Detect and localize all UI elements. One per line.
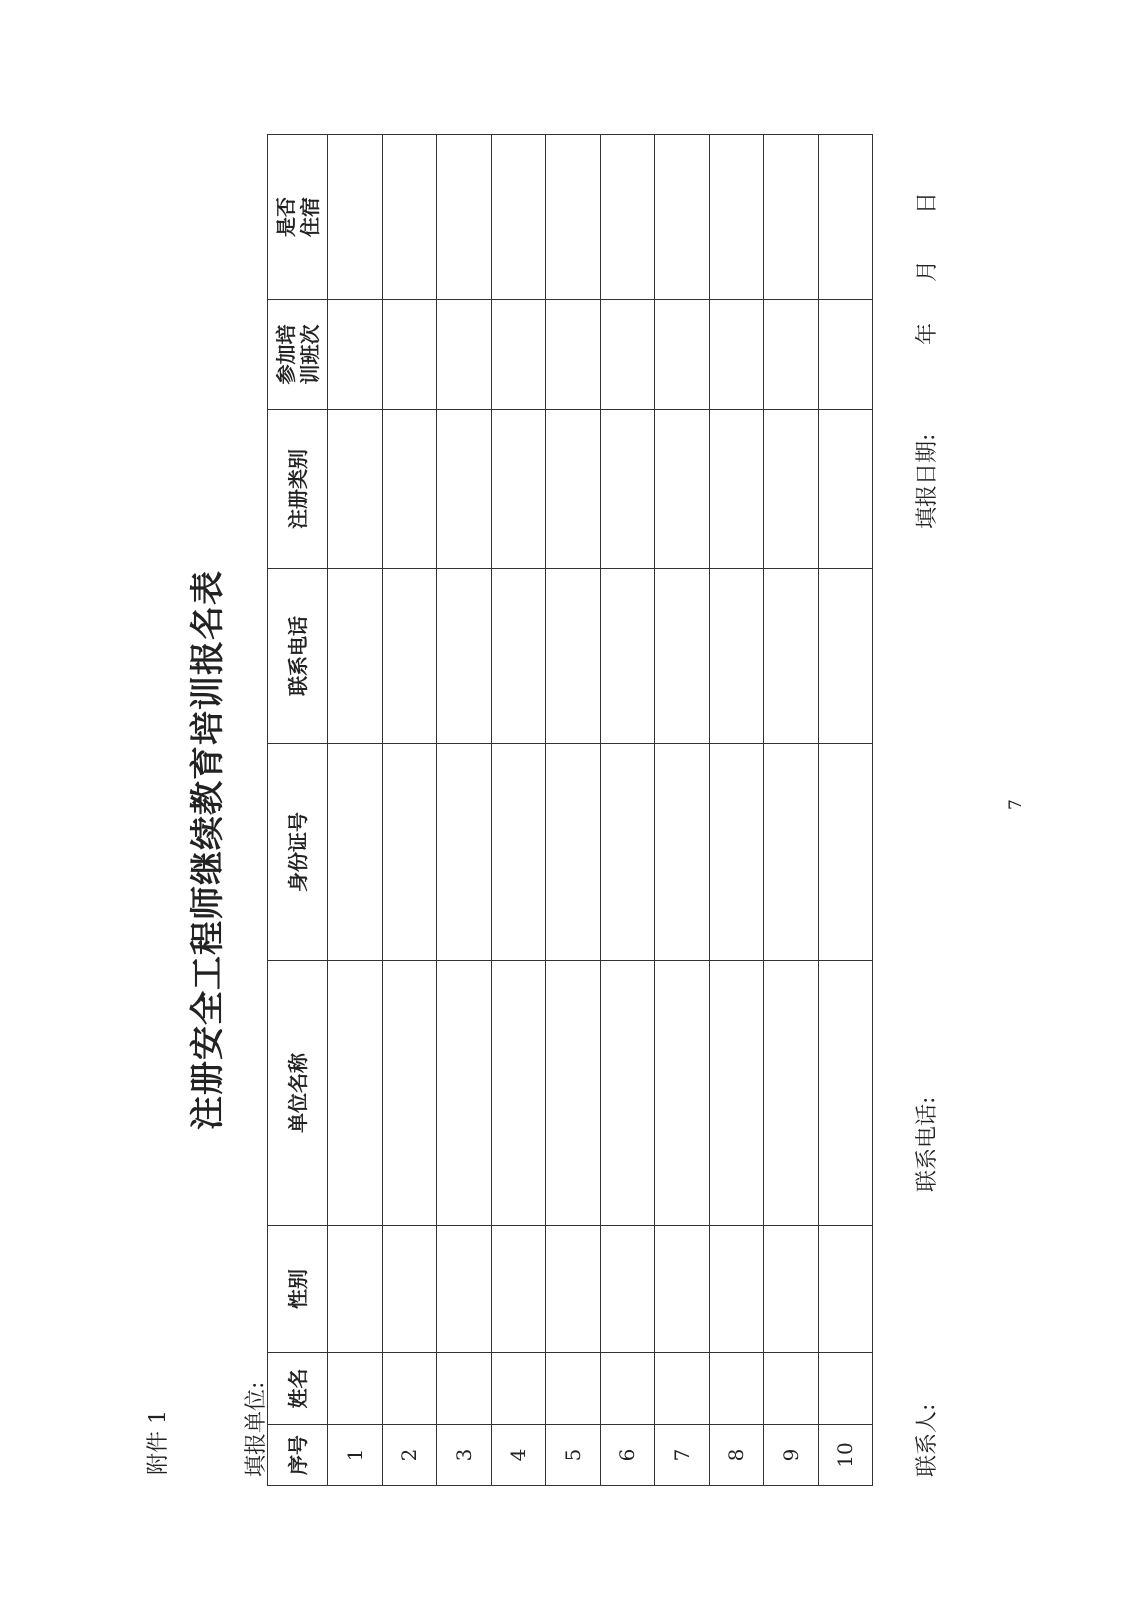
header-training-class <box>268 300 328 410</box>
cell-gender[interactable] <box>655 1226 710 1353</box>
cell-gender[interactable] <box>764 1226 819 1353</box>
cell-phone[interactable] <box>764 569 819 744</box>
cell-phone[interactable] <box>382 569 437 744</box>
cell-phone[interactable] <box>655 569 710 744</box>
page-number: 7 <box>1006 799 1026 810</box>
cell-lodging[interactable] <box>764 135 819 300</box>
header-name: 姓名 <box>268 1353 328 1425</box>
cell-reg-category[interactable] <box>546 410 601 569</box>
cell-unit-name[interactable] <box>328 961 383 1226</box>
header-lodging-line2: 住宿 <box>297 197 322 237</box>
header-id-number: 身份证号 <box>268 744 328 961</box>
table-row <box>709 135 764 1486</box>
cell-unit-name[interactable] <box>600 961 655 1226</box>
contact-phone-label: 联系电话: <box>915 1096 940 1192</box>
cell-training-class[interactable] <box>382 300 437 410</box>
row-seq: 6 <box>600 1425 655 1486</box>
cell-unit-name[interactable] <box>382 961 437 1226</box>
cell-lodging[interactable] <box>655 135 710 300</box>
cell-training-class[interactable] <box>491 300 546 410</box>
cell-name[interactable] <box>818 1353 873 1425</box>
cell-id-number[interactable] <box>546 744 601 961</box>
cell-name[interactable] <box>546 1353 601 1425</box>
cell-lodging[interactable] <box>437 135 492 300</box>
cell-training-class[interactable] <box>764 300 819 410</box>
cell-phone[interactable] <box>491 569 546 744</box>
cell-gender[interactable] <box>600 1226 655 1353</box>
cell-lodging[interactable] <box>546 135 601 300</box>
table-row <box>491 135 546 1486</box>
registration-table <box>267 134 873 1486</box>
header-training-class-line2: 训班次 <box>297 324 322 385</box>
cell-id-number[interactable] <box>818 744 873 961</box>
cell-gender[interactable] <box>546 1226 601 1353</box>
cell-id-number[interactable] <box>600 744 655 961</box>
row-seq: 8 <box>709 1425 764 1486</box>
cell-name[interactable] <box>655 1353 710 1425</box>
table-row <box>382 135 437 1486</box>
cell-reg-category[interactable] <box>600 410 655 569</box>
row-seq: 4 <box>491 1425 546 1486</box>
cell-lodging[interactable] <box>382 135 437 300</box>
cell-training-class[interactable] <box>818 300 873 410</box>
cell-unit-name[interactable] <box>764 961 819 1226</box>
row-seq: 7 <box>655 1425 710 1486</box>
cell-lodging[interactable] <box>709 135 764 300</box>
cell-name[interactable] <box>709 1353 764 1425</box>
fill-unit-label: 填报单位: <box>244 1381 269 1477</box>
cell-phone[interactable] <box>709 569 764 744</box>
cell-gender[interactable] <box>437 1226 492 1353</box>
cell-reg-category[interactable] <box>328 410 383 569</box>
header-training-class-line1: 参加培 <box>273 324 298 385</box>
cell-phone[interactable] <box>328 569 383 744</box>
cell-reg-category[interactable] <box>491 410 546 569</box>
table-row <box>437 135 492 1486</box>
cell-reg-category[interactable] <box>764 410 819 569</box>
attachment-label: 附件 1 <box>146 1410 171 1475</box>
row-seq: 9 <box>764 1425 819 1486</box>
cell-phone[interactable] <box>600 569 655 744</box>
cell-unit-name[interactable] <box>709 961 764 1226</box>
cell-unit-name[interactable] <box>491 961 546 1226</box>
header-seq: 序号 <box>268 1425 328 1486</box>
cell-training-class[interactable] <box>600 300 655 410</box>
day-label: 日 <box>915 191 940 214</box>
cell-training-class[interactable] <box>709 300 764 410</box>
cell-id-number[interactable] <box>655 744 710 961</box>
form-title: 注册安全工程师继续教育培训报名表 <box>188 570 228 1130</box>
header-reg-category: 注册类别 <box>268 410 328 569</box>
cell-id-number[interactable] <box>382 744 437 961</box>
contact-person-label: 联系人: <box>915 1403 940 1477</box>
cell-unit-name[interactable] <box>546 961 601 1226</box>
cell-phone[interactable] <box>546 569 601 744</box>
table-row <box>764 135 819 1486</box>
cell-unit-name[interactable] <box>818 961 873 1226</box>
table-body <box>328 135 873 1486</box>
cell-name[interactable] <box>437 1353 492 1425</box>
cell-name[interactable] <box>382 1353 437 1425</box>
header-lodging <box>268 135 328 300</box>
cell-id-number[interactable] <box>709 744 764 961</box>
cell-reg-category[interactable] <box>818 410 873 569</box>
cell-name[interactable] <box>491 1353 546 1425</box>
cell-id-number[interactable] <box>328 744 383 961</box>
cell-unit-name[interactable] <box>655 961 710 1226</box>
cell-lodging[interactable] <box>818 135 873 300</box>
cell-lodging[interactable] <box>328 135 383 300</box>
cell-phone[interactable] <box>437 569 492 744</box>
cell-gender[interactable] <box>709 1226 764 1353</box>
cell-gender[interactable] <box>491 1226 546 1353</box>
cell-reg-category[interactable] <box>709 410 764 569</box>
cell-gender[interactable] <box>382 1226 437 1353</box>
cell-name[interactable] <box>764 1353 819 1425</box>
table-header-row <box>268 135 328 1486</box>
cell-gender[interactable] <box>818 1226 873 1353</box>
header-phone: 联系电话 <box>268 569 328 744</box>
header-gender: 性别 <box>268 1226 328 1353</box>
table-row <box>655 135 710 1486</box>
cell-id-number[interactable] <box>764 744 819 961</box>
cell-name[interactable] <box>328 1353 383 1425</box>
row-seq: 10 <box>818 1425 873 1486</box>
cell-training-class[interactable] <box>546 300 601 410</box>
header-unit-name: 单位名称 <box>268 961 328 1226</box>
row-seq: 3 <box>437 1425 492 1486</box>
cell-phone[interactable] <box>818 569 873 744</box>
cell-lodging[interactable] <box>491 135 546 300</box>
table-row <box>600 135 655 1486</box>
cell-reg-category[interactable] <box>437 410 492 569</box>
row-seq: 2 <box>382 1425 437 1486</box>
cell-name[interactable] <box>600 1353 655 1425</box>
row-seq: 5 <box>546 1425 601 1486</box>
cell-id-number[interactable] <box>491 744 546 961</box>
cell-training-class[interactable] <box>437 300 492 410</box>
table-row <box>328 135 383 1486</box>
table-row <box>546 135 601 1486</box>
cell-training-class[interactable] <box>328 300 383 410</box>
cell-id-number[interactable] <box>437 744 492 961</box>
row-seq: 1 <box>328 1425 383 1486</box>
cell-reg-category[interactable] <box>655 410 710 569</box>
year-label: 年 <box>915 322 940 345</box>
month-label: 月 <box>915 259 940 282</box>
cell-unit-name[interactable] <box>437 961 492 1226</box>
table-row <box>818 135 873 1486</box>
header-lodging-line1: 是否 <box>273 197 298 237</box>
cell-gender[interactable] <box>328 1226 383 1353</box>
cell-training-class[interactable] <box>655 300 710 410</box>
cell-lodging[interactable] <box>600 135 655 300</box>
cell-reg-category[interactable] <box>382 410 437 569</box>
fill-date-label: 填报日期: <box>915 433 940 529</box>
